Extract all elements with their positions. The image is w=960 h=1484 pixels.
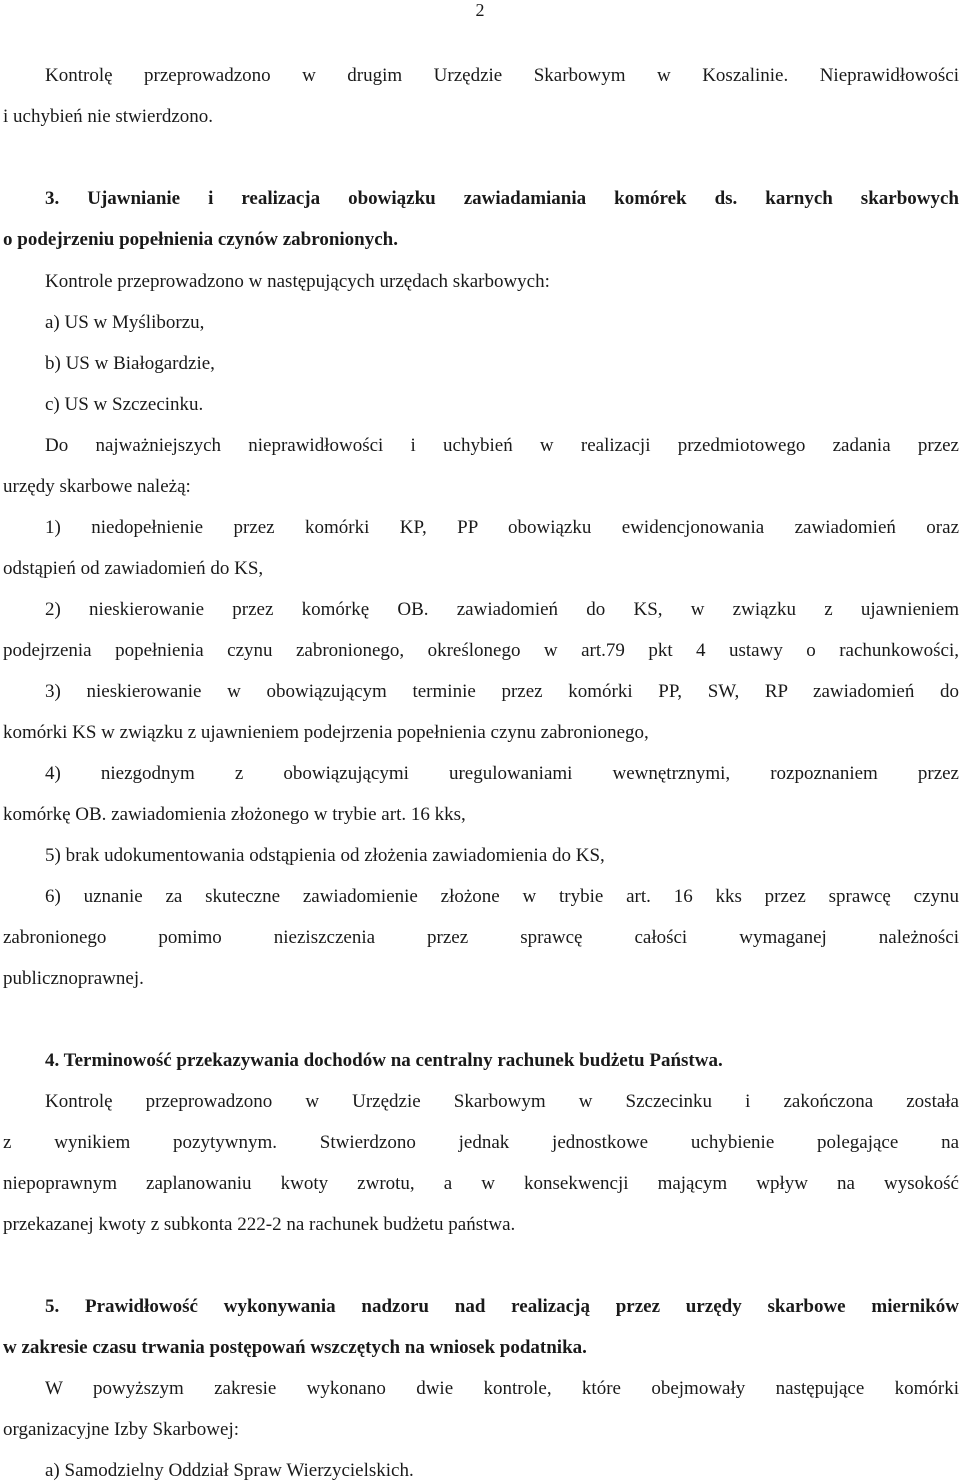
paragraph-line: W powyższym zakresie wykonano dwie kontrole, które obejmowały następujące komórki [45,1378,959,1399]
paragraph-line: przekazanej kwoty z subkonta 222-2 na rachunek budżetu państwa. [3,1214,516,1235]
section-heading-5-cont: w zakresie czasu trwania postępowań wszczętych na wniosek podatnika. [3,1337,587,1358]
list-item-cont: komórkę OB. zawiadomienia złożonego w trybie art. 16 kks, [3,804,466,825]
list-item-cont: podejrzenia popełnienia czynu zabronionego, określonego w art.79 pkt 4 ustawy o rachunkowości, [3,640,959,661]
paragraph-line: Do najważniejszych nieprawidłowości i uchybień w realizacji przedmiotowego zadania przez [45,435,959,456]
section-heading-4: 4. Terminowość przekazywania dochodów na centralny rachunek budżetu Państwa. [45,1050,723,1071]
list-item: 5) brak udokumentowania odstąpienia od złożenia zawiadomienia do KS, [45,845,605,866]
paragraph-line: i uchybień nie stwierdzono. [3,106,214,127]
list-item-cont: zabronionego pomimo nieziszczenia przez sprawcę całości wymaganej należności [3,927,959,948]
list-item: 6) uznanie za skuteczne zawiadomienie złożone w trybie art. 16 kks przez sprawcę czynu [45,886,959,907]
page-number: 2 [475,0,485,20]
list-item-cont: publicznoprawnej. [3,968,144,989]
section-heading-5: 5. Prawidłowość wykonywania nadzoru nad realizacją przez urzędy skarbowe mierników [45,1296,959,1317]
paragraph-line: z wynikiem pozytywnym. Stwierdzono jednak jednostkowe uchybienie polegające na [3,1132,959,1153]
list-item: 3) nieskierowanie w obowiązującym terminie przez komórki PP, SW, RP zawiadomień do [45,681,959,702]
list-item: a) US w Myśliborzu, [45,312,205,333]
list-item: 4) niezgodnym z obowiązującymi uregulowaniami wewnętrznymi, rozpoznaniem przez [45,763,959,784]
list-item-cont: odstąpień od zawiadomień do KS, [3,558,264,579]
section-heading-3-cont: o podejrzeniu popełnienia czynów zabronionych. [3,229,398,250]
list-item: 1) niedopełnienie przez komórki KP, PP obowiązku ewidencjonowania zawiadomień oraz [45,517,959,538]
list-item: 2) nieskierowanie przez komórkę OB. zawiadomień do KS, w związku z ujawnieniem [45,599,959,620]
list-item-cont: komórki KS w związku z ujawnieniem podejrzenia popełnienia czynu zabronionego, [3,722,649,743]
list-item: a) Samodzielny Oddział Spraw Wierzycielskich. [45,1460,414,1481]
list-item: c) US w Szczecinku. [45,394,204,415]
list-item: b) US w Białogardzie, [45,353,215,374]
paragraph-line: niepoprawnym zaplanowaniu kwoty zwrotu, a w konsekwencji mającym wpływ na wysokość [3,1173,959,1194]
paragraph-line: Kontrolę przeprowadzono w drugim Urzędzie Skarbowym w Koszalinie. Nieprawidłowości [45,65,959,86]
paragraph-line: organizacyjne Izby Skarbowej: [3,1419,240,1440]
paragraph-line: Kontrole przeprowadzono w następujących urzędach skarbowych: [45,271,550,292]
paragraph-line: urzędy skarbowe należą: [3,476,191,497]
paragraph-line: Kontrolę przeprowadzono w Urzędzie Skarbowym w Szczecinku i zakończona została [45,1091,959,1112]
section-heading-3: 3. Ujawnianie i realizacja obowiązku zawiadamiania komórek ds. karnych skarbowych [45,188,959,209]
